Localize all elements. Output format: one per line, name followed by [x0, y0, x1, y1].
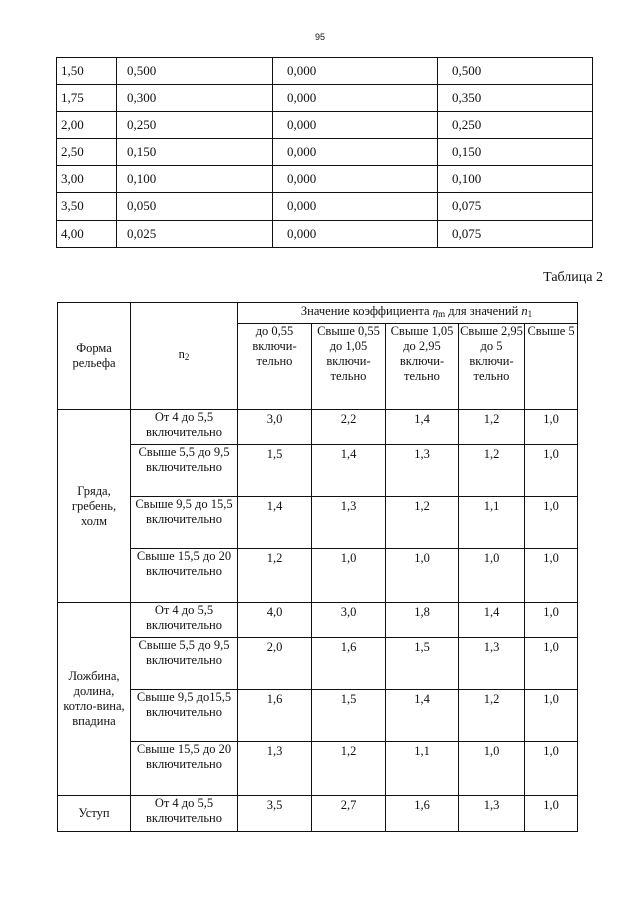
coefficient-value: 1,0	[312, 549, 386, 603]
n2-range-cell: От 4 до 5,5 включительно	[131, 796, 238, 832]
header-column: Свыше 5	[525, 324, 578, 410]
table-row	[58, 796, 578, 832]
table-row	[57, 220, 593, 247]
eta-subscript: m	[438, 309, 446, 319]
table-row	[57, 139, 593, 166]
coefficient-value: 1,6	[312, 638, 386, 690]
n1-subscript: 1	[527, 309, 533, 319]
table-row	[58, 638, 578, 690]
relief-form-cell: Ложбина, долина, котло-вина, впадина	[58, 603, 131, 796]
header-column: Свыше 0,55 до 1,05 включи-тельно	[312, 324, 386, 410]
table-cell: 4,00	[57, 220, 117, 247]
coefficient-value: 1,4	[386, 410, 459, 445]
coefficient-value: 1,2	[459, 445, 525, 497]
table-row	[58, 497, 578, 549]
table-row	[58, 410, 578, 445]
coefficient-value: 1,0	[525, 796, 578, 832]
n2-range-cell: От 4 до 5,5 включительно	[131, 410, 238, 445]
coefficient-value: 1,1	[459, 497, 525, 549]
coefficient-value: 1,2	[459, 410, 525, 445]
table-cell: 0,000	[273, 166, 438, 193]
table-cell: 2,00	[57, 112, 117, 139]
n1-symbol: n	[521, 304, 528, 318]
coefficient-value: 1,3	[238, 742, 312, 796]
table-cell: 0,000	[273, 139, 438, 166]
coefficient-value: 1,3	[459, 638, 525, 690]
coefficient-value: 1,3	[386, 445, 459, 497]
coefficient-value: 1,0	[525, 690, 578, 742]
coefficient-value: 1,0	[459, 549, 525, 603]
table-row	[58, 742, 578, 796]
coefficient-value: 1,0	[525, 638, 578, 690]
header-column: Свыше 2,95 до 5 включи-тельно	[459, 324, 525, 410]
coefficient-table	[57, 302, 578, 832]
coefficient-value: 1,2	[312, 742, 386, 796]
coefficient-value: 2,0	[238, 638, 312, 690]
coefficient-value: 1,3	[459, 796, 525, 832]
table-row	[57, 112, 593, 139]
table-cell: 0,350	[438, 85, 593, 112]
table-cell: 1,50	[57, 58, 117, 85]
coefficient-value: 1,0	[386, 549, 459, 603]
n2-range-cell: Свыше 9,5 до 15,5 включительно	[131, 497, 238, 549]
coefficient-value: 1,4	[238, 497, 312, 549]
table-cell: 0,000	[273, 112, 438, 139]
table-cell: 0,250	[117, 112, 273, 139]
coefficient-value: 1,6	[238, 690, 312, 742]
table-row	[58, 603, 578, 638]
coefficient-value: 2,2	[312, 410, 386, 445]
coefficient-value: 1,0	[525, 497, 578, 549]
table-cell: 3,00	[57, 166, 117, 193]
coefficient-value: 1,2	[386, 497, 459, 549]
table-row	[58, 690, 578, 742]
coefficient-value: 1,1	[386, 742, 459, 796]
coefficient-value: 1,6	[386, 796, 459, 832]
coefficient-value: 1,5	[312, 690, 386, 742]
header-relief-form: Форма рельефа	[58, 303, 131, 410]
coefficient-value: 1,0	[459, 742, 525, 796]
table-cell: 0,100	[438, 166, 593, 193]
table-row	[57, 166, 593, 193]
table-cell: 2,50	[57, 139, 117, 166]
table-cell: 3,50	[57, 193, 117, 220]
table-cell: 0,025	[117, 220, 273, 247]
table-cell: 0,150	[117, 139, 273, 166]
table-cell: 0,500	[117, 58, 273, 85]
continuation-table	[56, 57, 593, 248]
table-row	[58, 549, 578, 603]
coefficient-value: 4,0	[238, 603, 312, 638]
coefficient-value: 1,5	[386, 638, 459, 690]
coefficient-value: 1,0	[525, 445, 578, 497]
coefficient-value: 1,5	[238, 445, 312, 497]
table-cell: 0,050	[117, 193, 273, 220]
header-coefficient-group	[238, 303, 578, 324]
header-n2-subscript: 2	[184, 352, 190, 362]
table-cell: 0,000	[273, 220, 438, 247]
coefficient-value: 3,0	[312, 603, 386, 638]
relief-form-cell: Гряда, гребень, холм	[58, 410, 131, 603]
coefficient-value: 1,0	[525, 410, 578, 445]
coefficient-value: 1,0	[525, 603, 578, 638]
coefficient-value: 1,2	[459, 690, 525, 742]
table-cell: 0,100	[117, 166, 273, 193]
coefficient-value: 1,4	[386, 690, 459, 742]
table-row	[57, 85, 593, 112]
coefficient-value: 2,7	[312, 796, 386, 832]
n2-range-cell: Свыше 15,5 до 20 включительно	[131, 742, 238, 796]
n2-range-cell: Свыше 9,5 до15,5 включительно	[131, 690, 238, 742]
coefficient-value: 1,8	[386, 603, 459, 638]
table-cell: 0,075	[438, 220, 593, 247]
table-cell: 0,000	[273, 85, 438, 112]
n2-range-cell: Свыше 5,5 до 9,5 включительно	[131, 638, 238, 690]
table-cell: 0,500	[438, 58, 593, 85]
header-group-prefix: Значение коэффициента	[300, 304, 430, 318]
coefficient-value: 1,3	[312, 497, 386, 549]
page-number: 95	[314, 32, 325, 42]
header-column: до 0,55 включи-тельно	[238, 324, 312, 410]
coefficient-value: 3,5	[238, 796, 312, 832]
coefficient-value: 1,0	[525, 742, 578, 796]
header-n2-symbol: n	[178, 347, 185, 361]
coefficient-value: 1,4	[312, 445, 386, 497]
coefficient-value: 1,2	[238, 549, 312, 603]
table-cell: 0,075	[438, 193, 593, 220]
coefficient-value: 1,4	[459, 603, 525, 638]
table-cell: 0,250	[438, 112, 593, 139]
table-cell: 0,300	[117, 85, 273, 112]
eta-symbol: η	[432, 306, 439, 318]
header-n2	[131, 303, 238, 410]
table-row	[57, 193, 593, 220]
relief-form-cell: Уступ	[58, 796, 131, 832]
n2-range-cell: Свыше 5,5 до 9,5 включительно	[131, 445, 238, 497]
header-group-suffix: для значений	[448, 304, 519, 318]
table-cell: 0,000	[273, 58, 438, 85]
n2-range-cell: Свыше 15,5 до 20 включительно	[131, 549, 238, 603]
table-caption: Таблица 2	[543, 270, 603, 285]
table-row	[58, 445, 578, 497]
coefficient-value: 3,0	[238, 410, 312, 445]
table-cell: 1,75	[57, 85, 117, 112]
coefficient-value: 1,0	[525, 549, 578, 603]
header-column: Свыше 1,05 до 2,95 включи-тельно	[386, 324, 459, 410]
table-cell: 0,000	[273, 193, 438, 220]
table-row	[57, 58, 593, 85]
table-cell: 0,150	[438, 139, 593, 166]
n2-range-cell: От 4 до 5,5 включительно	[131, 603, 238, 638]
